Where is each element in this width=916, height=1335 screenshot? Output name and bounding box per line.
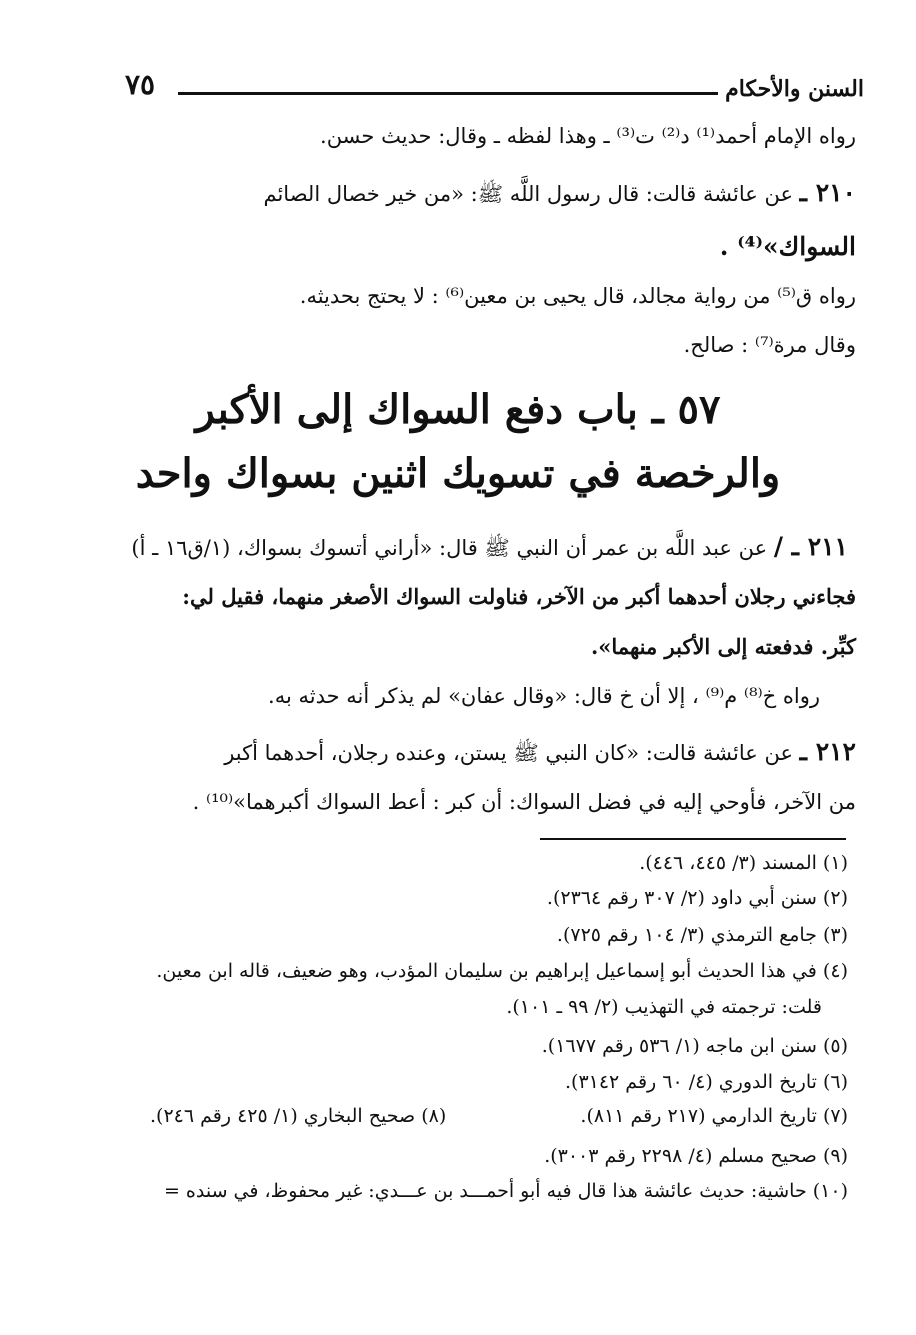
hadith-211-line-2: فجاءني رجلان أحدهما أكبر من الآخر، فناولت السواك الأصغر منهما، فقيل لي: xyxy=(182,584,856,609)
hadith-number-211: ٢١١ ـ / xyxy=(773,532,848,561)
hadith-number-212: ٢١٢ ـ xyxy=(799,737,856,766)
hadith-212-text: عن عائشة قالت: «كان النبي ﷺ يستن، وعنده رجلان، أحدهما أكبر xyxy=(224,741,793,765)
hadith-211-text: عن عبد اللَّه بن عمر أن النبي ﷺ قال: «أراني أتسوك بسواك، (١/ق١٦ ـ أ) xyxy=(131,536,768,560)
text-line-5: وقال مرة⁽⁷⁾ : صالح. xyxy=(683,333,856,357)
footnote-8: (٨) صحيح البخاري (١/ ٤٢٥ رقم ٢٤٦). xyxy=(150,1105,447,1127)
text-line-4: رواه ق⁽⁵⁾ من رواية مجالد، قال يحيى بن معين⁽⁶⁾ : لا يحتج بحديثه. xyxy=(299,284,856,308)
hadith-211-line xyxy=(131,532,848,562)
footnote-2: (٢) سنن أبي داود (٢/ ٣٠٧ رقم ٢٣٦٤). xyxy=(546,887,848,909)
hadith-212-line-2: من الآخر، فأوحي إليه في فضل السواك: أن كبر : أعط السواك أكبرهما»⁽¹⁰⁾ . xyxy=(192,790,856,814)
footnote-10: (١٠) حاشية: حديث عائشة هذا قال فيه أبو أحمـــد بن عـــدي: غير محفوظ، في سنده = xyxy=(163,1180,848,1202)
footnote-separator xyxy=(540,838,846,840)
footnote-3: (٣) جامع الترمذي (٣/ ١٠٤ رقم ٧٢٥). xyxy=(556,924,848,946)
running-header-title: السنن والأحكام xyxy=(725,76,864,102)
hadith-212-line xyxy=(224,737,856,767)
chapter-heading-line-1: ٥٧ ـ باب دفع السواك إلى الأكبر xyxy=(195,386,721,433)
footnotes-7-8-row xyxy=(150,1105,848,1131)
text-line-9: رواه خ⁽⁸⁾ م⁽⁹⁾ ، إلا أن خ قال: «وقال عفان» لم يذكر أنه حدثه به. xyxy=(268,684,820,708)
header-rule xyxy=(178,92,718,95)
footnote-4: (٤) في هذا الحديث أبو إسماعيل إبراهيم بن سليمان المؤدب، وهو ضعيف، قاله ابن معين. xyxy=(156,960,848,982)
chapter-heading-line-2: والرخصة في تسويك اثنين بسواك واحد xyxy=(135,450,781,497)
footnote-5: (٥) سنن ابن ماجه (١/ ٥٣٦ رقم ١٦٧٧). xyxy=(541,1035,848,1057)
hadith-210-text: عن عائشة قالت: قال رسول اللَّه ﷺ: «من خير خصال الصائم xyxy=(263,182,793,206)
text-line-1: رواه الإمام أحمد⁽¹⁾ د⁽²⁾ ت⁽³⁾ ـ وهذا لفظه ـ وقال: حديث حسن. xyxy=(320,124,856,148)
hadith-210-continuation: السواك»⁽⁴⁾ . xyxy=(719,232,856,261)
footnote-9: (٩) صحيح مسلم (٤/ ٢٢٩٨ رقم ٣٠٠٣). xyxy=(544,1145,848,1167)
hadith-211-line-3: كبِّر. فدفعته إلى الأكبر منهما». xyxy=(590,634,856,659)
footnote-7: (٧) تاريخ الدارمي (٢١٧ رقم ٨١١). xyxy=(580,1105,848,1127)
hadith-number-210: ٢١٠ ـ xyxy=(799,178,856,207)
footnote-6: (٦) تاريخ الدوري (٤/ ٦٠ رقم ٣١٤٢). xyxy=(564,1071,848,1093)
hadith-210-line xyxy=(263,178,856,208)
footnote-1: (١) المسند (٣/ ٤٤٥، ٤٤٦). xyxy=(639,852,848,874)
footnote-4-note: قلت: ترجمته في التهذيب (٢/ ٩٩ ـ ١٠١). xyxy=(506,996,822,1018)
page-number: ٧٥ xyxy=(125,68,156,101)
